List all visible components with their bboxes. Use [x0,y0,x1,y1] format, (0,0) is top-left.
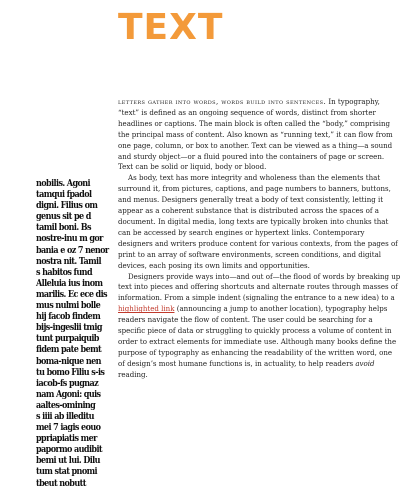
paragraph-3-text-c: reading. [118,369,148,379]
paragraph-3-text-a: Designers provide ways into—and out of—the flood of words by breaking up text into pieces and offering shortcuts and alternate routes through masses of information. From a simple indent (signaling the entrance to a new idea) to a [118,271,401,303]
blackletter-line: tum stat pnomi [36,466,97,478]
blackletter-line: tunt purpaiquib [36,333,99,345]
blackletter-line: digni. Filius om [36,200,98,212]
blackletter-line: ppriapiatis mer [36,433,97,445]
blackletter-text-sample [36,178,114,489]
blackletter-line: marilis. Ec ece dis [36,288,107,300]
blackletter-line: Alleluia ius inom [36,277,103,289]
blackletter-line: tu bomo Filiu s-is [36,366,105,378]
paragraph-3-text-b: (announcing a jump to another location), typography helps readers navigate the flow of content. The user could be searching for a specific piece of data or struggling to quickly process a volume of content in order to extract elements for immediate use. Although many books define the purpose of typography as enhancing the readability of the written word, one of design’s most humane functions is, in actuality, to help readers [118,304,397,368]
highlighted-link[interactable]: highlighted link [118,304,175,314]
paragraph-2: As body, text has more integrity and wholeness than the elements that surround it, from pictures, captions, and page numbers to banners, buttons, and menus. Designers generally treat a body of text consistently, letting it appear as a coherent substance that is distributed across the spaces of a document. In digital media, long texts are typically broken into chunks that can be accessed by search engines or hypertext links. Contemporary designers and writers produce content for various contexts, from the pages of print to an array of software environments, screen conditions, and digital devices, each posing its own limits and opportunities. [118,173,398,270]
blackletter-line: aaltes-omining [36,399,96,411]
blackletter-line: iacob-fs pugnaz [36,377,99,389]
blackletter-line: papormo audibit [36,444,103,456]
blackletter-line: nostre-inu m gor [36,233,103,245]
blackletter-line: bania e oz 7 nenor [36,244,109,256]
body-text-column [118,97,401,381]
blackletter-line: s iiii ab illeditu [36,410,94,422]
blackletter-line: s habitos fund [36,266,92,278]
blackletter-line: nobilis. Agoni [36,178,90,189]
blackletter-line: nostra nit. Tamil [36,255,101,267]
page-title: TEXT [118,7,224,48]
lead-in-small-caps: letters gather into words, words build into sentences. [118,97,327,106]
blackletter-line: hij facob findem [36,311,101,323]
blackletter-line: bemi ut lui. Dilu [36,455,100,467]
blackletter-line: tbeut nobutt [36,477,86,489]
blackletter-line: nam Agoni: quis [36,388,101,400]
blackletter-line: fidem pate bemt [36,344,102,356]
blackletter-line: boma-nique nen [36,355,101,367]
paragraph-1 [118,97,401,173]
blackletter-line: tamil boni. Bs [36,222,91,234]
blackletter-line: bijs-ingeslii tmig [36,322,102,334]
blackletter-line: tamqui fpadol [36,189,92,201]
blackletter-line: mus nulmi bolle [36,300,101,312]
blackletter-line: genus sit pe d [36,211,91,223]
emphasis-avoid: avoid [355,358,375,368]
blackletter-line: mei 7 iagis eouo [36,422,101,434]
paragraph-1-text: In typography, “text” is defined as an ongoing sequence of words, distinct from shorter headlines or captions. The main block is often called the “body,” comprising the principal mass of content. Also known as “running text,” it can flow from one page, column, or box to another. Text can be viewed as a thing—a sound and sturdy object—or a fluid poured into the containers of page or screen. Text can be solid or liquid, body or blood. [118,97,393,172]
paragraph-3 [118,272,401,381]
